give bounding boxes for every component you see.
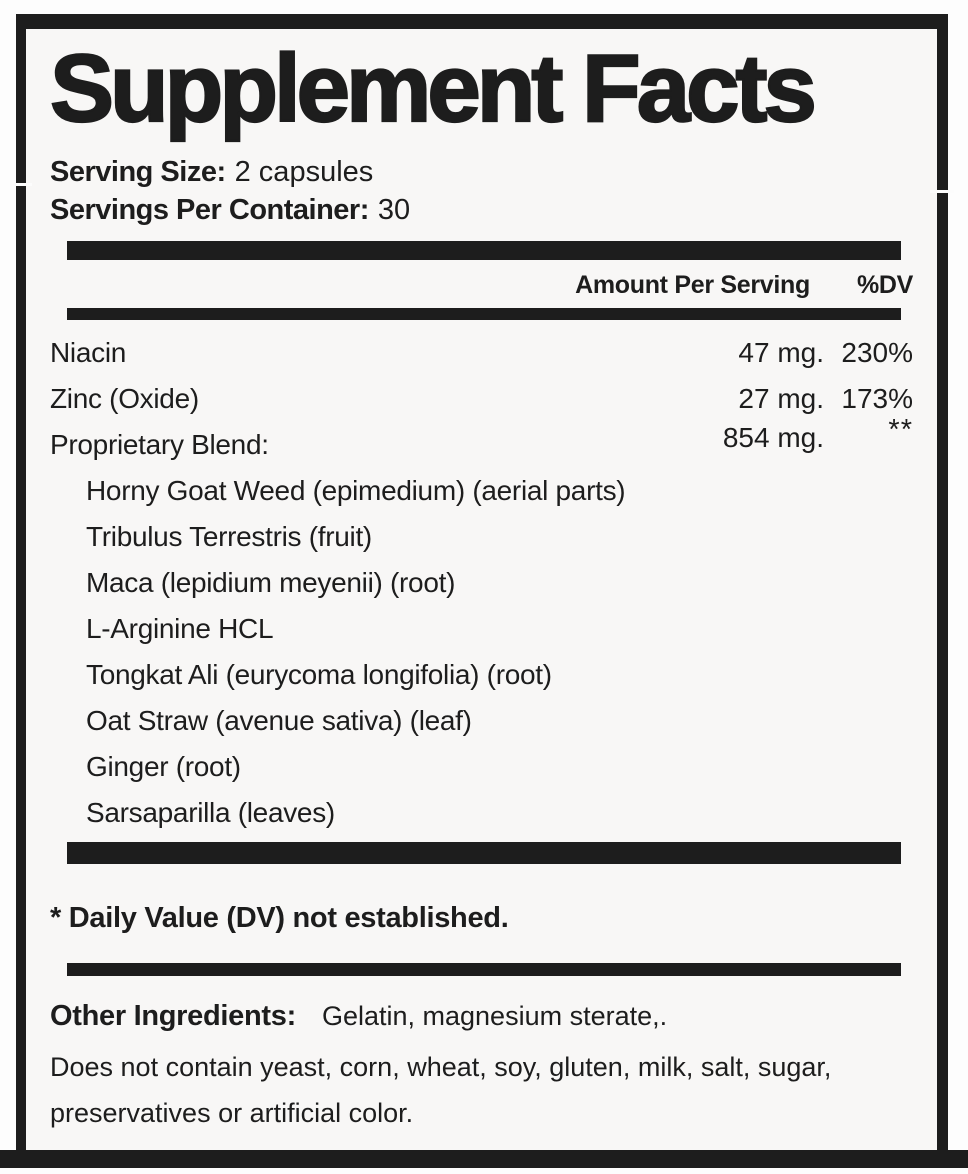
- percent-dv-header: %DV: [856, 271, 913, 299]
- separator-bar-under-header: [67, 308, 901, 320]
- other-ingredients-label: Other Ingredients:: [50, 1000, 296, 1032]
- nutrient-name: Niacin: [50, 337, 127, 368]
- contains-disclaimer: [50, 1044, 913, 1136]
- blend-item-l-arginine-hcl: L-Arginine HCL: [86, 613, 274, 644]
- nutrient-name: Proprietary Blend:: [50, 429, 269, 460]
- nutrient-amount: 27 mg.: [738, 383, 824, 414]
- nutrient-rows: [50, 330, 913, 836]
- blend-item-oat-straw: Oat Straw (avenue sativa) (leaf): [86, 705, 472, 736]
- disclaimer-line-2: preservatives or artificial color.: [50, 1098, 414, 1128]
- blend-item-tribulus-terrestris: Tribulus Terrestris (fruit): [86, 521, 372, 552]
- disclaimer-line-1: Does not contain yeast, corn, wheat, soy, gluten, milk, salt, sugar,: [50, 1052, 832, 1082]
- servings-per-container-row: [50, 191, 913, 229]
- serving-size-value: 2 capsules: [234, 156, 374, 188]
- daily-value-footnote: * Daily Value (DV) not established.: [50, 902, 509, 934]
- serving-size-row: [50, 153, 913, 191]
- nutrient-amount: 854 mg.: [722, 422, 824, 453]
- servings-per-container-value: 30: [377, 194, 411, 226]
- supplement-facts-label: [16, 14, 948, 1166]
- nutrient-dv: **: [888, 413, 913, 446]
- nutrient-dv: 173%: [841, 383, 913, 414]
- print-notch-right: [930, 190, 954, 193]
- label-title: Supplement Facts: [50, 35, 813, 142]
- separator-bar-thick-middle: [67, 842, 901, 864]
- blend-item-tongkat-ali: Tongkat Ali (eurycoma longifolia) (root): [86, 659, 552, 690]
- print-notch-left: [10, 183, 32, 186]
- other-ingredients-value: Gelatin, magnesium sterate,.: [321, 1001, 668, 1031]
- nutrient-row-zinc: [50, 376, 913, 422]
- serving-size-label: Serving Size:: [50, 156, 226, 188]
- serving-info: [50, 153, 913, 229]
- blend-item-maca: Maca (lepidium meyenii) (root): [86, 567, 456, 598]
- label-bottom-border-bar: [0, 1150, 968, 1168]
- nutrient-dv: 230%: [841, 337, 913, 368]
- blend-item-ginger: Ginger (root): [86, 751, 241, 782]
- separator-bar-above-other-ingredients: [67, 963, 901, 976]
- other-ingredients-row: [50, 996, 913, 1036]
- blend-item-horny-goat-weed: Horny Goat Weed (epimedium) (aerial parts): [86, 475, 626, 506]
- nutrient-row-niacin: [50, 330, 913, 376]
- amount-per-serving-header: Amount Per Serving: [575, 271, 810, 299]
- label-content: [26, 29, 937, 1152]
- nutrient-row-proprietary-blend: [50, 413, 913, 468]
- blend-item-sarsaparilla: Sarsaparilla (leaves): [86, 797, 335, 828]
- column-header-row: [50, 270, 913, 300]
- servings-per-container-label: Servings Per Container:: [50, 194, 369, 226]
- separator-bar-thick-top: [67, 241, 901, 260]
- nutrient-name: Zinc (Oxide): [50, 383, 199, 414]
- nutrient-amount: 47 mg.: [738, 337, 824, 368]
